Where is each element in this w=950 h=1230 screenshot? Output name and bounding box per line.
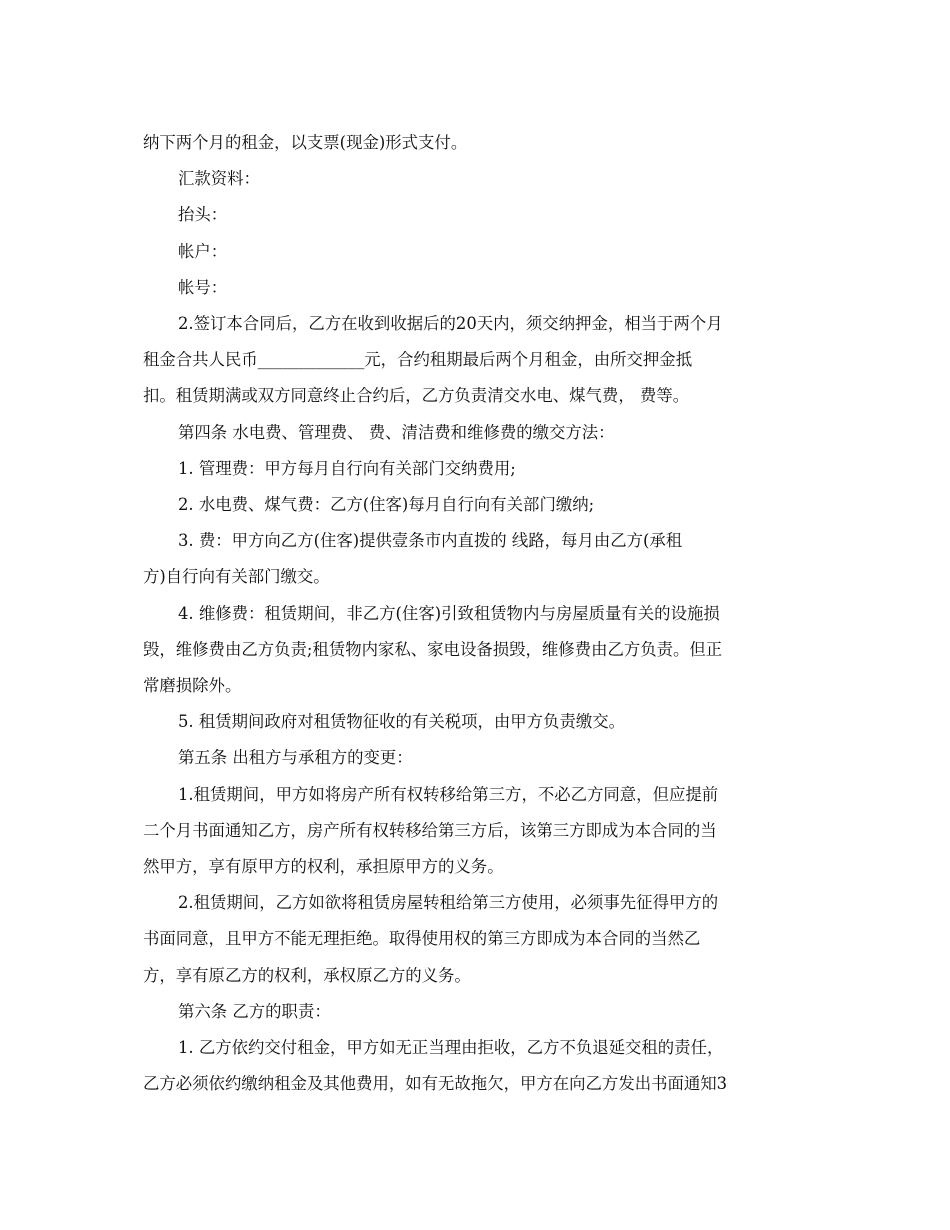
text-line: 常磨损除外。 (143, 676, 242, 696)
text-line: 3. 费：甲方向乙方(住客)提供壹条市内直拨的 线路，每月由乙方(承租 (178, 531, 683, 551)
section-heading: 第五条 出租方与承租方的变更： (178, 748, 413, 768)
text-line: 4. 维修费：租赁期间，非乙方(住客)引致租赁物内与房屋质量有关的设施损 (178, 603, 720, 623)
text-line: 纳下两个月的租金，以支票(现金)形式支付。 (143, 133, 468, 152)
text-line: 帐号： (178, 277, 228, 297)
text-line: 5. 租赁期间政府对租赁物征收的有关税项，由甲方负责缴交。 (178, 712, 626, 732)
text-line: 乙方必须依约缴纳租金及其他费用，如有无故拖欠，甲方在向乙方发出书面通知3 (143, 1074, 728, 1094)
text-line: 租金合共人民币_____________元，合约租期最后两个月租金，由所交押金抵 (143, 350, 693, 370)
text-line: 扣。租赁期满或双方同意终止合约后，乙方负责清交水电、煤气费， 费等。 (143, 386, 690, 406)
section-heading: 第四条 水电费、管理费、 费、清洁费和维修费的缴交方法： (178, 422, 615, 442)
text-line: 方，享有原乙方的权利，承权原乙方的义务。 (143, 965, 471, 985)
document-body (143, 125, 813, 1102)
text-line: 2.签订本合同后，乙方在收到收据后的20天内，须交纳押金，相当于两个月 (178, 314, 723, 334)
text-line: 2.租赁期间，乙方如欲将租赁房屋转租给第三方使用，必须事先征得甲方的 (178, 893, 719, 913)
text-line: 书面同意，且甲方不能无理拒绝。取得使用权的第三方即成为本合同的当然乙 (143, 929, 701, 949)
text-line: 汇款资料： (178, 169, 260, 189)
text-line: 毁，维修费由乙方负责;租赁物内家私、家电设备损毁，维修费由乙方负责。但正 (143, 639, 723, 659)
text-line: 2. 水电费、煤气费：乙方(住客)每月自行向有关部门缴纳; (178, 495, 595, 515)
text-line: 1.租赁期间，甲方如将房产所有权转移给第三方，不必乙方同意，但应提前 (178, 784, 719, 804)
text-line: 1. 乙方依约交付租金，甲方如无正当理由拒收，乙方不负退延交租的责任， (178, 1038, 724, 1058)
text-line: 方)自行向有关部门缴交。 (143, 567, 330, 587)
text-line: 然甲方，享有原甲方的权利，承担原甲方的义务。 (143, 857, 504, 877)
text-line: 抬头： (178, 205, 228, 225)
text-line: 帐户： (178, 241, 228, 261)
section-heading: 第六条 乙方的职责： (178, 1001, 331, 1021)
text-line: 1. 管理费：甲方每月自行向有关部门交纳费用; (178, 458, 516, 478)
text-line: 二个月书面通知乙方，房产所有权转移给第三方后，该第三方即成为本合同的当 (143, 820, 717, 840)
